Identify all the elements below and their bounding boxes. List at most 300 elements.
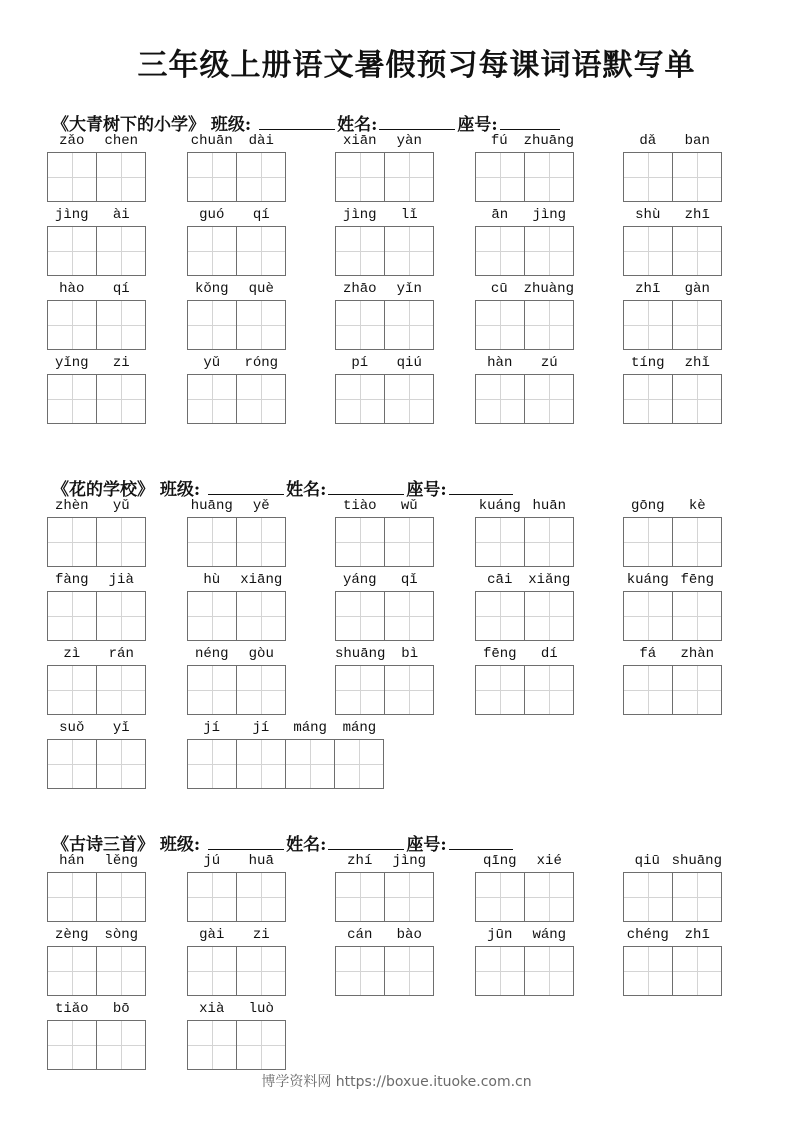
pinyin-syllable: zèng <box>54 927 89 943</box>
word-item <box>335 645 434 717</box>
pinyin-syllable: cū <box>490 281 508 297</box>
word-item <box>335 571 434 643</box>
pinyin-row <box>475 280 574 298</box>
word-item <box>623 926 722 998</box>
pinyin-syllable: jú <box>203 853 221 869</box>
pinyin-syllable: zi <box>112 355 130 371</box>
class-blank[interactable] <box>208 478 284 495</box>
word-item <box>47 645 146 717</box>
pinyin-row <box>475 497 574 515</box>
pinyin-syllable: lǐ <box>400 207 418 223</box>
pinyin-syllable: hán <box>59 853 85 869</box>
writing-cell[interactable] <box>236 152 286 202</box>
word-item <box>623 852 722 924</box>
writing-cell[interactable] <box>475 591 525 641</box>
pinyin-row <box>623 497 722 515</box>
pinyin-row <box>623 354 722 372</box>
pinyin-row <box>623 280 722 298</box>
pinyin-syllable: máng <box>293 720 327 736</box>
tianzige-boxes <box>335 591 434 641</box>
tianzige-boxes <box>335 946 434 996</box>
word-item <box>187 132 286 204</box>
pinyin-row <box>47 571 146 589</box>
pinyin-syllable: shuāng <box>671 853 722 869</box>
tianzige-boxes <box>187 300 286 350</box>
writing-cell[interactable] <box>96 946 146 996</box>
tianzige-boxes <box>475 152 574 202</box>
pinyin-syllable: néng <box>194 646 229 662</box>
word-item <box>475 280 574 352</box>
pinyin-row <box>47 719 146 737</box>
name-label: 姓名: <box>286 480 327 500</box>
pinyin-syllable: jūn <box>487 927 513 943</box>
writing-cell[interactable] <box>47 152 97 202</box>
pinyin-syllable: gòu <box>248 646 274 662</box>
pinyin-syllable: tiǎo <box>54 1001 89 1017</box>
pinyin-syllable: zi <box>252 927 270 943</box>
writing-cell[interactable] <box>236 517 286 567</box>
pinyin-row <box>187 852 286 870</box>
pinyin-syllable: máng <box>342 720 377 736</box>
writing-cell[interactable] <box>623 517 673 567</box>
pinyin-syllable: huāng <box>190 498 233 514</box>
pinyin-row <box>623 852 722 870</box>
writing-cell[interactable] <box>96 591 146 641</box>
pinyin-syllable: yǐn <box>396 281 422 297</box>
pinyin-syllable: tiào <box>342 498 377 514</box>
word-item <box>623 206 722 278</box>
tianzige-boxes <box>187 374 286 424</box>
writing-cell[interactable] <box>236 300 286 350</box>
tianzige-boxes <box>475 665 574 715</box>
tianzige-boxes <box>47 152 146 202</box>
writing-cell[interactable] <box>236 872 286 922</box>
word-item <box>475 926 574 998</box>
writing-cell[interactable] <box>623 872 673 922</box>
pinyin-row <box>187 354 286 372</box>
pinyin-syllable: cán <box>347 927 373 943</box>
writing-cell[interactable] <box>384 300 434 350</box>
writing-cell[interactable] <box>47 374 97 424</box>
word-item <box>475 354 574 426</box>
pinyin-syllable: guó <box>199 207 225 223</box>
watermark-footer: 博学资料网 https://boxue.ituoke.com.cn <box>261 1074 532 1090</box>
writing-cell[interactable] <box>384 591 434 641</box>
writing-cell[interactable] <box>524 152 574 202</box>
pinyin-row <box>187 206 286 224</box>
writing-cell[interactable] <box>236 1020 286 1070</box>
word-item <box>47 497 146 569</box>
tianzige-boxes <box>47 1020 146 1070</box>
pinyin-syllable: zhī <box>684 207 710 223</box>
pinyin-row <box>47 1000 146 1018</box>
writing-cell[interactable] <box>187 374 237 424</box>
writing-cell[interactable] <box>47 665 97 715</box>
writing-cell[interactable] <box>672 591 722 641</box>
writing-cell[interactable] <box>335 665 385 715</box>
word-item <box>47 280 146 352</box>
writing-cell[interactable] <box>672 226 722 276</box>
writing-cell[interactable] <box>187 517 237 567</box>
writing-cell[interactable] <box>623 946 673 996</box>
tianzige-boxes <box>47 300 146 350</box>
word-item <box>47 852 146 924</box>
writing-cell[interactable] <box>335 946 385 996</box>
pinyin-syllable: jìng <box>54 207 89 223</box>
writing-cell[interactable] <box>47 591 97 641</box>
tianzige-boxes <box>47 591 146 641</box>
pinyin-row <box>475 132 574 150</box>
word-item <box>475 206 574 278</box>
word-item <box>623 354 722 426</box>
writing-cell[interactable] <box>623 226 673 276</box>
writing-cell[interactable] <box>187 665 237 715</box>
class-label: 班级: <box>159 480 201 500</box>
lesson-title: 《古诗三首》 <box>52 835 154 855</box>
writing-cell[interactable] <box>623 152 673 202</box>
pinyin-syllable: wáng <box>532 927 567 943</box>
writing-cell[interactable] <box>47 517 97 567</box>
writing-cell[interactable] <box>285 739 335 789</box>
pinyin-row <box>47 280 146 298</box>
writing-cell[interactable] <box>623 665 673 715</box>
pinyin-syllable: xiǎng <box>528 572 571 588</box>
pinyin-syllable: xié <box>536 853 562 869</box>
word-item <box>187 719 384 791</box>
writing-cell[interactable] <box>475 946 525 996</box>
pinyin-row <box>475 571 574 589</box>
tianzige-boxes <box>623 226 722 276</box>
lesson-title: 《大青树下的小学》 <box>52 115 205 135</box>
pinyin-row <box>335 354 434 372</box>
pinyin-row <box>187 497 286 515</box>
word-item <box>475 852 574 924</box>
writing-cell[interactable] <box>47 946 97 996</box>
name-blank[interactable] <box>379 113 455 130</box>
pinyin-syllable: dài <box>248 133 274 149</box>
tianzige-boxes <box>335 226 434 276</box>
pinyin-syllable: zhuāng <box>523 133 574 149</box>
pinyin-syllable: gài <box>199 927 225 943</box>
pinyin-row <box>475 206 574 224</box>
pinyin-syllable: zú <box>540 355 558 371</box>
writing-cell[interactable] <box>335 591 385 641</box>
word-item <box>475 571 574 643</box>
writing-cell[interactable] <box>96 152 146 202</box>
word-item <box>187 571 286 643</box>
pinyin-row <box>335 280 434 298</box>
pinyin-syllable: chéng <box>626 927 669 943</box>
name-blank[interactable] <box>328 478 404 495</box>
writing-cell[interactable] <box>335 152 385 202</box>
tianzige-boxes <box>475 517 574 567</box>
pinyin-syllable: xiāng <box>240 572 283 588</box>
writing-cell[interactable] <box>47 226 97 276</box>
writing-cell[interactable] <box>384 374 434 424</box>
tianzige-boxes <box>623 300 722 350</box>
writing-cell[interactable] <box>96 374 146 424</box>
pinyin-row <box>623 645 722 663</box>
pinyin-syllable: jí <box>203 720 221 736</box>
pinyin-syllable: zhuàng <box>523 281 574 297</box>
tianzige-boxes <box>623 591 722 641</box>
writing-cell[interactable] <box>96 665 146 715</box>
pinyin-syllable: xiān <box>342 133 377 149</box>
word-item <box>623 645 722 717</box>
writing-cell[interactable] <box>335 226 385 276</box>
word-item <box>623 571 722 643</box>
pinyin-row <box>475 926 574 944</box>
writing-cell[interactable] <box>524 226 574 276</box>
word-item <box>623 280 722 352</box>
writing-cell[interactable] <box>384 872 434 922</box>
name-blank[interactable] <box>328 833 404 850</box>
writing-cell[interactable] <box>335 374 385 424</box>
writing-cell[interactable] <box>672 300 722 350</box>
pinyin-syllable: zhǐ <box>684 355 710 371</box>
word-item <box>335 132 434 204</box>
tianzige-boxes <box>47 226 146 276</box>
tianzige-boxes <box>335 665 434 715</box>
pinyin-syllable: qīng <box>482 853 517 869</box>
writing-cell[interactable] <box>524 946 574 996</box>
class-blank[interactable] <box>259 113 335 130</box>
tianzige-boxes <box>187 665 286 715</box>
pinyin-syllable: zhí <box>347 853 373 869</box>
writing-cell[interactable] <box>672 374 722 424</box>
pinyin-syllable: zhāo <box>342 281 377 297</box>
name-label: 姓名: <box>286 835 327 855</box>
pinyin-syllable: fú <box>490 133 508 149</box>
word-item <box>187 206 286 278</box>
tianzige-boxes <box>187 152 286 202</box>
pinyin-syllable: sòng <box>104 927 139 943</box>
pinyin-syllable: yáng <box>342 572 377 588</box>
tianzige-boxes <box>335 872 434 922</box>
tianzige-boxes <box>47 946 146 996</box>
word-item <box>47 354 146 426</box>
pinyin-syllable: dí <box>540 646 558 662</box>
pinyin-row <box>623 926 722 944</box>
tianzige-boxes <box>47 739 146 789</box>
pinyin-syllable: rán <box>108 646 134 662</box>
writing-cell[interactable] <box>524 374 574 424</box>
writing-cell[interactable] <box>384 226 434 276</box>
writing-cell[interactable] <box>672 665 722 715</box>
pinyin-syllable: jià <box>108 572 134 588</box>
pinyin-row <box>623 206 722 224</box>
writing-cell[interactable] <box>524 665 574 715</box>
writing-cell[interactable] <box>524 591 574 641</box>
word-item <box>187 354 286 426</box>
name-label: 姓名: <box>337 115 378 135</box>
writing-cell[interactable] <box>236 946 286 996</box>
writing-cell[interactable] <box>96 226 146 276</box>
writing-cell[interactable] <box>187 300 237 350</box>
pinyin-syllable: zì <box>63 646 81 662</box>
pinyin-syllable: fēng <box>680 572 715 588</box>
pinyin-syllable: kè <box>688 498 706 514</box>
writing-cell[interactable] <box>236 226 286 276</box>
pinyin-row <box>623 571 722 589</box>
writing-cell[interactable] <box>96 1020 146 1070</box>
pinyin-syllable: bō <box>112 1001 130 1017</box>
writing-cell[interactable] <box>335 517 385 567</box>
pinyin-row <box>335 645 434 663</box>
writing-cell[interactable] <box>187 739 237 789</box>
word-item <box>335 852 434 924</box>
tianzige-boxes <box>47 872 146 922</box>
pinyin-syllable: tíng <box>630 355 665 371</box>
seat-label: 座号: <box>406 835 447 855</box>
writing-cell[interactable] <box>524 872 574 922</box>
word-item <box>47 206 146 278</box>
writing-cell[interactable] <box>475 517 525 567</box>
tianzige-boxes <box>475 300 574 350</box>
pinyin-row <box>335 571 434 589</box>
writing-cell[interactable] <box>384 517 434 567</box>
tianzige-boxes <box>475 591 574 641</box>
tianzige-boxes <box>623 517 722 567</box>
writing-cell[interactable] <box>475 152 525 202</box>
pinyin-syllable: jìng <box>342 207 377 223</box>
tianzige-boxes <box>187 517 286 567</box>
word-item <box>47 719 146 791</box>
pinyin-row <box>47 497 146 515</box>
writing-cell[interactable] <box>672 152 722 202</box>
pinyin-syllable: hàn <box>487 355 513 371</box>
tianzige-boxes <box>475 946 574 996</box>
writing-cell[interactable] <box>236 665 286 715</box>
pinyin-row <box>47 852 146 870</box>
word-item <box>335 280 434 352</box>
tianzige-boxes <box>335 152 434 202</box>
word-item <box>335 354 434 426</box>
writing-cell[interactable] <box>335 872 385 922</box>
writing-cell[interactable] <box>524 517 574 567</box>
writing-cell[interactable] <box>623 591 673 641</box>
writing-cell[interactable] <box>475 226 525 276</box>
pinyin-row <box>187 1000 286 1018</box>
writing-cell[interactable] <box>187 152 237 202</box>
writing-cell[interactable] <box>524 300 574 350</box>
writing-cell[interactable] <box>475 665 525 715</box>
writing-cell[interactable] <box>96 739 146 789</box>
word-item <box>187 497 286 569</box>
pinyin-row <box>47 926 146 944</box>
writing-cell[interactable] <box>384 946 434 996</box>
pinyin-row <box>187 280 286 298</box>
tianzige-boxes <box>47 374 146 424</box>
pinyin-syllable: suǒ <box>59 720 85 736</box>
class-label: 班级: <box>159 835 201 855</box>
writing-cell[interactable] <box>187 946 237 996</box>
writing-cell[interactable] <box>475 374 525 424</box>
pinyin-syllable: huān <box>532 498 567 514</box>
writing-cell[interactable] <box>47 300 97 350</box>
pinyin-syllable: ài <box>112 207 130 223</box>
pinyin-syllable: huā <box>248 853 274 869</box>
writing-cell[interactable] <box>96 517 146 567</box>
writing-cell[interactable] <box>384 152 434 202</box>
writing-cell[interactable] <box>236 591 286 641</box>
pinyin-row <box>335 132 434 150</box>
tianzige-boxes <box>187 872 286 922</box>
class-blank[interactable] <box>208 833 284 850</box>
pinyin-row <box>47 132 146 150</box>
pinyin-syllable: fàng <box>54 572 89 588</box>
pinyin-syllable: zhī <box>684 927 710 943</box>
writing-cell[interactable] <box>187 226 237 276</box>
writing-cell[interactable] <box>96 872 146 922</box>
pinyin-syllable: cāi <box>487 572 513 588</box>
writing-cell[interactable] <box>623 374 673 424</box>
tianzige-boxes <box>187 226 286 276</box>
tianzige-boxes <box>335 300 434 350</box>
seat-blank[interactable] <box>449 478 513 495</box>
writing-cell[interactable] <box>47 739 97 789</box>
word-item <box>623 497 722 569</box>
writing-cell[interactable] <box>335 300 385 350</box>
tianzige-boxes <box>623 152 722 202</box>
writing-cell[interactable] <box>187 591 237 641</box>
pinyin-syllable: chen <box>104 133 139 149</box>
tianzige-boxes <box>623 374 722 424</box>
pinyin-syllable: kuáng <box>478 498 521 514</box>
word-item <box>187 926 286 998</box>
word-item <box>335 497 434 569</box>
word-item <box>47 571 146 643</box>
pinyin-syllable: zhàn <box>680 646 715 662</box>
tianzige-boxes <box>475 374 574 424</box>
word-item <box>475 497 574 569</box>
pinyin-syllable: qiú <box>396 355 422 371</box>
writing-cell[interactable] <box>47 1020 97 1070</box>
tianzige-boxes <box>187 946 286 996</box>
writing-cell[interactable] <box>96 300 146 350</box>
pinyin-row <box>187 645 286 663</box>
writing-cell[interactable] <box>623 300 673 350</box>
writing-cell[interactable] <box>672 517 722 567</box>
writing-cell[interactable] <box>187 1020 237 1070</box>
writing-cell[interactable] <box>47 872 97 922</box>
pinyin-row <box>335 206 434 224</box>
writing-cell[interactable] <box>672 946 722 996</box>
writing-cell[interactable] <box>236 374 286 424</box>
seat-label: 座号: <box>406 480 447 500</box>
word-item <box>475 645 574 717</box>
pinyin-syllable: yě <box>252 498 270 514</box>
pinyin-syllable: fá <box>639 646 657 662</box>
word-item <box>47 1000 146 1072</box>
writing-cell[interactable] <box>475 300 525 350</box>
writing-cell[interactable] <box>236 739 286 789</box>
pinyin-syllable: pí <box>351 355 369 371</box>
pinyin-row <box>335 852 434 870</box>
writing-cell[interactable] <box>672 872 722 922</box>
tianzige-boxes <box>623 946 722 996</box>
writing-cell[interactable] <box>475 872 525 922</box>
pinyin-syllable: kǒng <box>194 281 229 297</box>
seat-blank[interactable] <box>500 113 560 130</box>
word-item <box>187 852 286 924</box>
writing-cell[interactable] <box>384 665 434 715</box>
seat-label: 座号: <box>457 115 498 135</box>
writing-cell[interactable] <box>334 739 384 789</box>
seat-blank[interactable] <box>449 833 513 850</box>
writing-cell[interactable] <box>187 872 237 922</box>
pinyin-syllable: xià <box>199 1001 225 1017</box>
